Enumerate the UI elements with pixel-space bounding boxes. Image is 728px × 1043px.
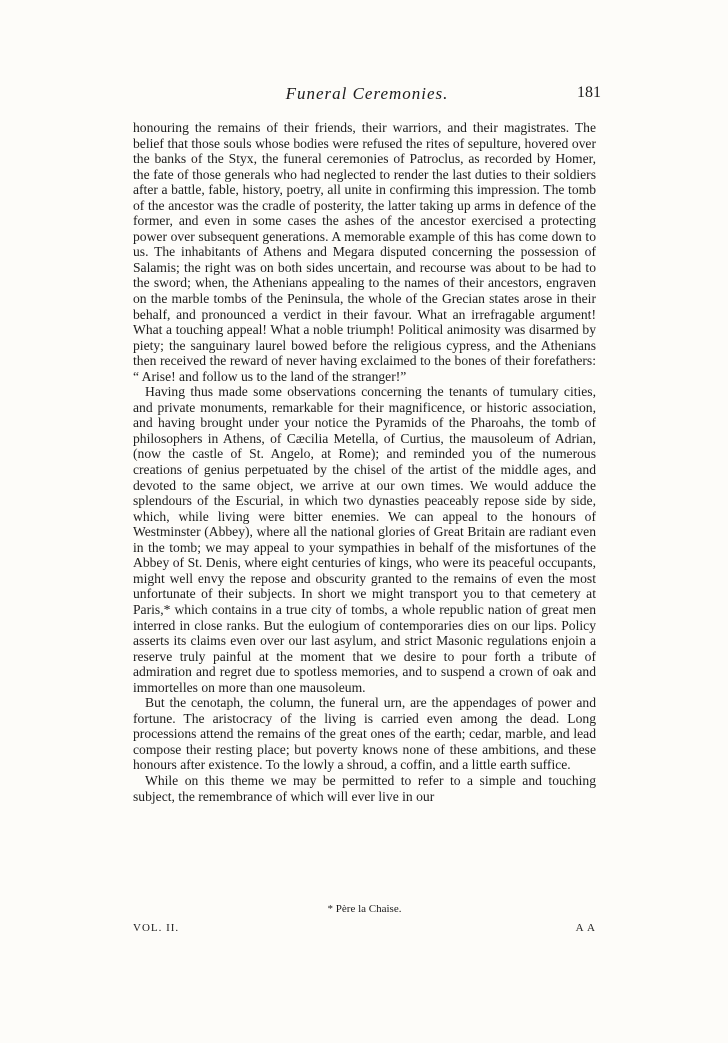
running-title: Funeral Ceremonies. [285, 84, 449, 103]
paragraph-2: Having thus made some observations concerning the tenants of tumulary cities, and private monuments, remarkable for their magnificence, or historic association, and having brought under your notice the Pyramids of the Pharoahs, the tomb of philosophers in Athens, of Cæcilia Metella, of Curtius, the mausoleum of Adrian, (now the castle of St. Angelo, at Rome); and reminded you of the numerous creations of genius perpetuated by the chisel of the artist of the middle ages, and devoted to the same object, we arrive at our own times. We would adduce the splendours of the Escurial, in which two dynasties peaceably repose side by side, which, while living were bitter enemies. We can appeal to the honours of Westminster (Abbey), where all the national glories of Great Britain are radiant even in the tomb; we may appeal to your sympathies in behalf of the misfortunes of the Abbey of St. Denis, where eight centuries of kings, who were its peaceful occupants, might well envy the repose and obscurity granted to the remains of even the most unfortunate of their subjects. In short we might transport you to that cemetery at Paris,* which contains in a true city of tombs, a whole republic nation of great men interred in close ranks. But the eulogium of contemporaries dies on our lips. Policy asserts its claims even over our last asylum, and strict Masonic regulations enjoin a reserve truly painful at the moment that we desire to pour forth a tribute of admiration and regret due to spotless memories, and to suspend a crown of oak and immortelles on more than one mausoleum. [133, 384, 596, 695]
footnote: * Père la Chaise. [327, 903, 402, 915]
signature-mark: A A [575, 922, 596, 934]
page-number: 181 [577, 84, 601, 101]
paragraph-3: But the cenotaph, the column, the funeral urn, are the appendages of power and fortune. The aristocracy of the living is carried even among the dead. Long processions attend the remains of the great ones of the earth; cedar, marble, and lead compose their resting place; but poverty knows none of these ambitions, and these honours after existence. To the lowly a shroud, a coffin, and a little earth suffice. [133, 695, 596, 773]
body-text [133, 120, 596, 804]
paragraph-1: honouring the remains of their friends, their warriors, and their magistrates. The belief that those souls whose bodies were refused the rites of sepulture, hovered over the banks of the Styx, the funeral ceremonies of Patroclus, as recorded by Homer, the fate of those generals who had neglected to render the last duties to their soldiers after a battle, fable, history, poetry, all unite in confirming this impression. The tomb of the ancestor was the cradle of posterity, the latter taking up arms in defence of the former, and even in some cases the ashes of the ancestor exercised a protecting power over subsequent generations. A memorable example of this has come down to us. The inhabitants of Athens and Megara disputed concerning the possession of Salamis; the right was on both sides uncertain, and recourse was about to be had to the sword; when, the Athenians appealing to the names of their ancestors, engraven on the marble tombs of the Peninsula, the whole of the Grecian states arose in their behalf, and pronounced a verdict in their favour. What an irrefragable argument! What a touching appeal! What a noble triumph! Political animosity was disarmed by piety; the sanguinary laurel bowed before the religious cypress, and the Athenians then received the reward of never having exclaimed to the bones of their forefathers: “ Arise! and follow us to the land of the stranger!” [133, 120, 596, 384]
running-head [133, 84, 601, 110]
signature-line [133, 922, 596, 938]
volume-label: VOL. II. [133, 922, 180, 934]
paragraph-4: While on this theme we may be permitted to refer to a simple and touching subject, the remembrance of which will ever live in our [133, 772, 596, 804]
